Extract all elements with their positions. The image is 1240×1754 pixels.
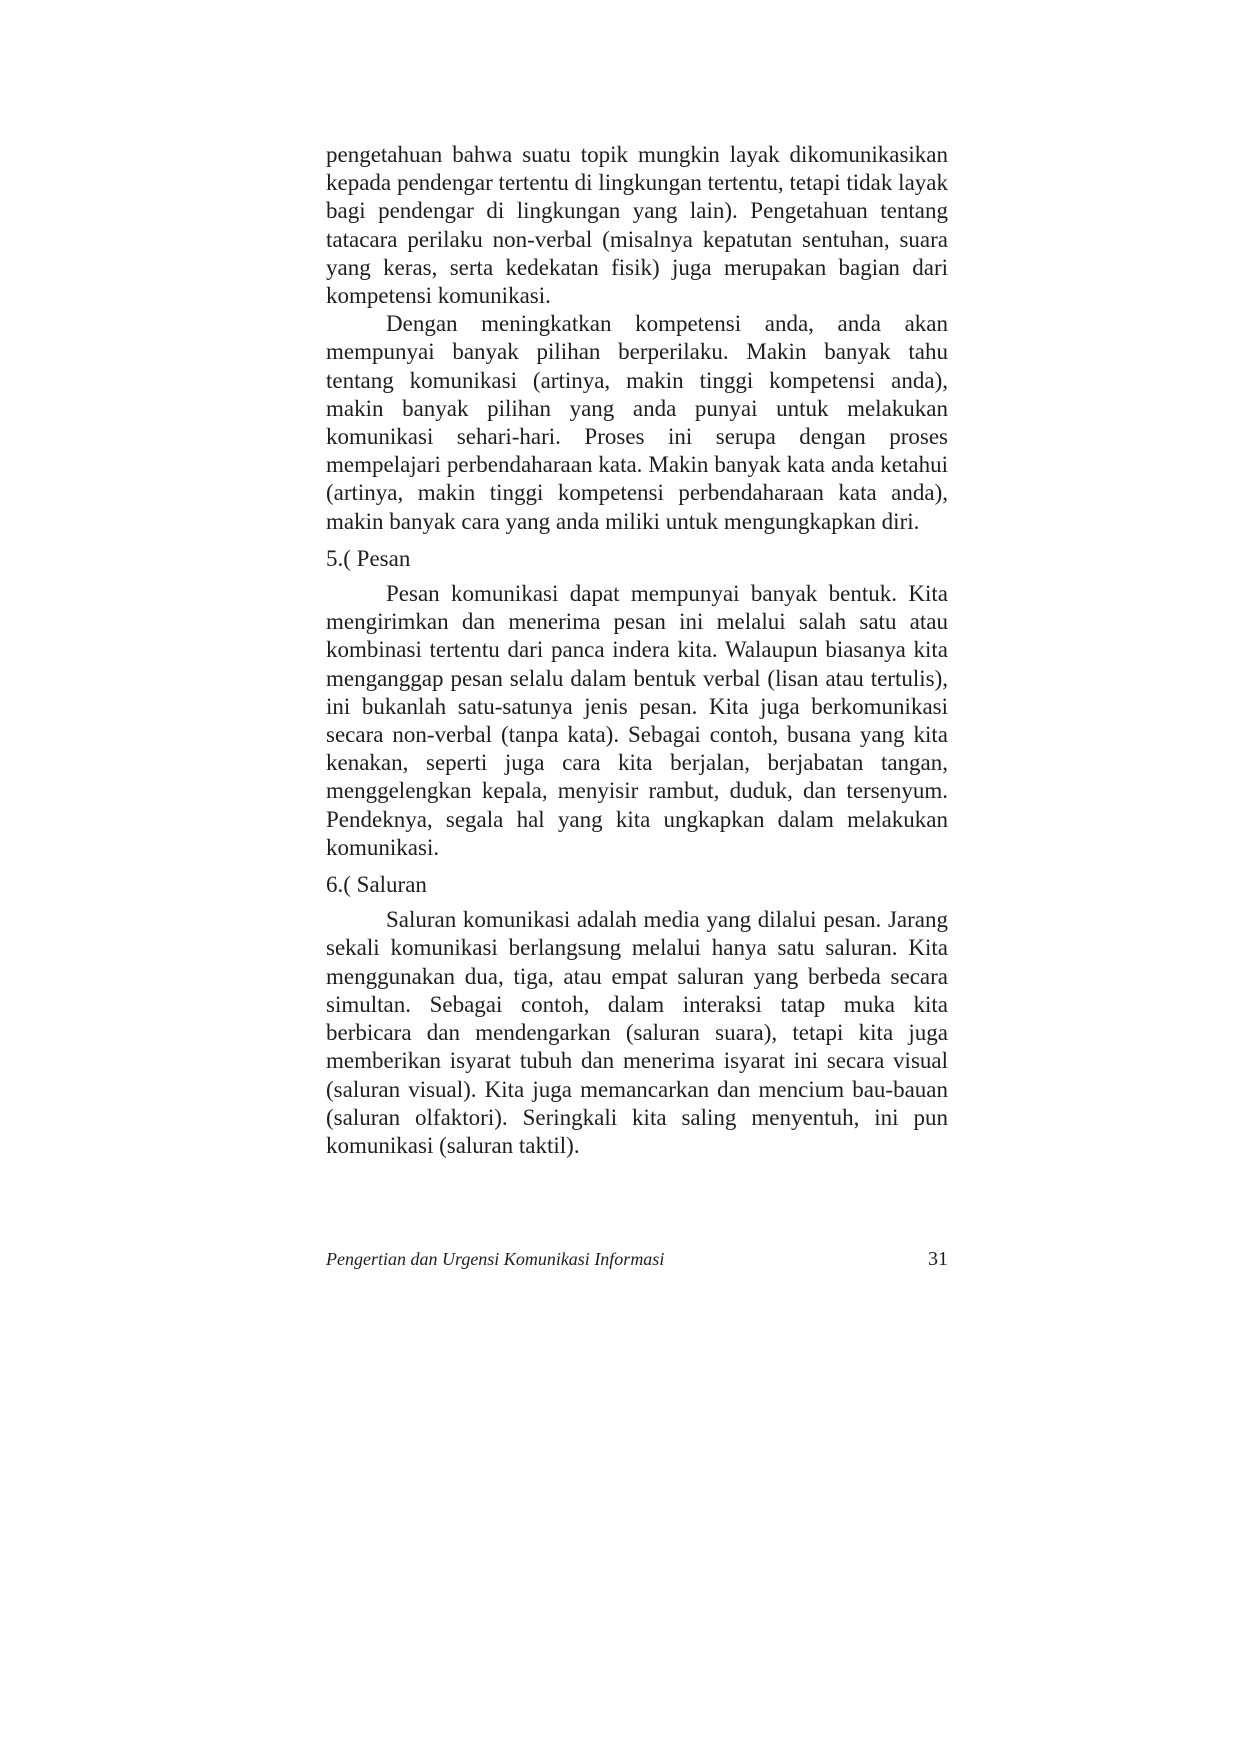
page-body xyxy=(326,141,948,1160)
running-footer-title: Pengertian dan Urgensi Komunikasi Informasi xyxy=(326,1249,665,1269)
section-pesan xyxy=(326,545,948,862)
section-heading-saluran: 6.( Saluran xyxy=(326,872,427,898)
section-heading-pesan: 5.( Pesan xyxy=(326,545,411,571)
page-number: 31 xyxy=(928,1248,948,1270)
paragraph-competence: Dengan meningkatkan kompetensi anda, anda akan mempunyai banyak pilihan berperilaku. Makin banyak tahu tentang komunikasi (artinya, makin tinggi kompetensi anda), makin banyak pilihan yang anda punyai untuk melakukan komunikasi sehari-hari. Proses ini serupa dengan proses mempelajari perbendaharaan kata. Makin banyak kata anda ketahui (artinya, makin tinggi kompetensi perbendaharaan kata anda), makin banyak cara yang anda miliki untuk mengungkapkan diri. xyxy=(326,311,948,534)
paragraph-saluran: Saluran komunikasi adalah media yang dilalui pesan. Jarang sekali komunikasi berlangsung melalui hanya satu saluran. Kita menggunakan dua, tiga, atau empat saluran yang berbeda secara simultan. Sebagai contoh, dalam interaksi tatap muka kita berbicara dan mendengarkan (saluran suara), tetapi kita juga memberikan isyarat tubuh dan menerima isyarat ini secara visual (saluran visual). Kita juga memancarkan dan mencium bau-bauan (saluran olfaktori). Seringkali kita saling menyentuh, ini pun komunikasi (saluran taktil). xyxy=(326,907,948,1158)
paragraph-continued: pengetahuan bahwa suatu topik mungkin layak dikomunikasikan kepada pendengar tertentu di lingkungan tertentu, tetapi tidak layak bagi pendengar di lingkungan yang lain). Pengetahuan tentang tatacara perilaku non-verbal (misalnya kepatutan sentuhan, suara yang keras, serta kedekatan fisik) juga merupakan bagian dari kompetensi komunikasi. xyxy=(326,142,948,309)
section-saluran xyxy=(326,871,948,1160)
paragraph-pesan: Pesan komunikasi dapat mempunyai banyak bentuk. Kita mengirimkan dan menerima pesan ini melalui salah satu atau kombinasi tertentu dari panca indera kita. Walaupun biasanya kita menganggap pesan selalu dalam bentuk verbal (lisan atau tertulis), ini bukanlah satu-satunya jenis pesan. Kita juga berkomunikasi secara non-verbal (tanpa kata). Sebagai contoh, busana yang kita kenakan, seperti juga cara kita berjalan, berjabatan tangan, menggelengkan kepala, menyisir rambut, duduk, dan tersenyum. Pendeknya, segala hal yang kita ungkapkan dalam melakukan komunikasi. xyxy=(326,581,948,860)
page-footer xyxy=(326,1247,948,1271)
